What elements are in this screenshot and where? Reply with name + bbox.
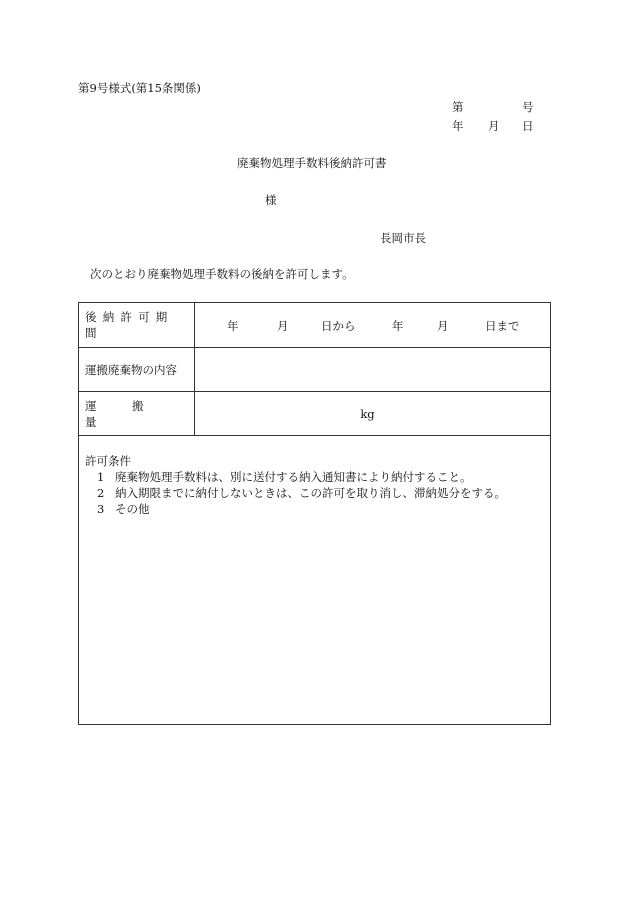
condition-item [85,501,544,517]
conditions-row [79,436,551,725]
period-label-text: 後納許可期間 [85,310,174,340]
amount-value-cell[interactable] [195,392,551,436]
condition-number: 3 [97,502,105,516]
period-until: 日まで [485,319,520,333]
content-label-cell [79,348,195,392]
intro-text: 次のとおり廃棄物処理手数料の後納を許可します。 [90,267,354,281]
document-title: 廃棄物処理手数料後納許可書 [237,156,387,170]
condition-number: 1 [97,470,105,484]
condition-item [85,485,544,501]
content-value-cell[interactable] [195,348,551,392]
conditions-cell [79,436,551,725]
period-month-1: 月 [277,319,289,333]
period-row [79,303,551,348]
condition-text: 納入期限までに納付しないときは、この許可を取り消し、滞納処分をする。 [115,486,506,500]
period-from: 日から [321,319,356,333]
doc-number-prefix: 第 [452,100,464,114]
issuer: 長岡市長 [380,231,426,245]
condition-text: 廃棄物処理手数料は、別に送付する納入通知書により納付すること。 [115,470,472,484]
amount-label: 運 搬 量 [85,398,179,429]
content-label: 運搬廃棄物の内容 [85,362,177,377]
content-row [79,348,551,392]
amount-row [79,392,551,436]
date-day: 日 [522,119,534,133]
permit-table [78,302,551,725]
condition-number: 2 [97,486,105,500]
period-label-cell [79,303,195,348]
condition-text: その他 [115,502,150,516]
period-year-1: 年 [227,319,239,333]
period-label [85,309,194,341]
amount-label-cell [79,392,195,436]
period-month-2: 月 [437,319,449,333]
period-value-cell [195,303,551,348]
addressee-suffix: 様 [265,193,277,207]
doc-number-suffix: 号 [522,100,534,114]
condition-item [85,469,544,485]
period-year-2: 年 [392,319,404,333]
conditions-title: 許可条件 [85,454,131,468]
form-number: 第9号様式(第15条関係) [78,81,201,95]
date-year: 年 [452,119,464,133]
amount-unit: kg [360,406,375,421]
date-month: 月 [488,119,500,133]
